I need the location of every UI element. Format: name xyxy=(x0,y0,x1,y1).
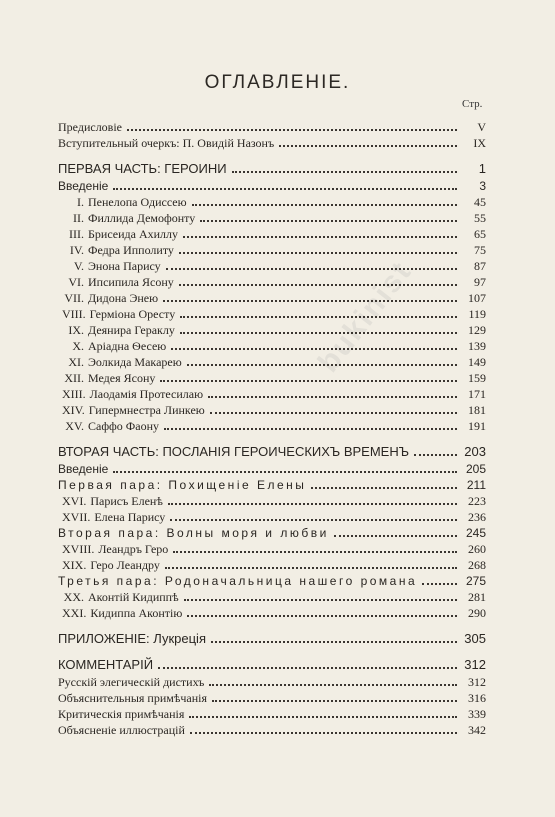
toc-entry xyxy=(58,353,486,369)
toc-entry-label xyxy=(58,243,174,257)
toc-entry-page: 129 xyxy=(468,323,486,337)
toc-entry-number: X. xyxy=(72,339,84,353)
toc-entry-page: 312 xyxy=(468,675,486,689)
toc-entry-text: Герміона Оресту xyxy=(89,307,176,321)
toc-entry-page: 342 xyxy=(468,723,486,737)
toc-entry-label xyxy=(58,419,159,433)
toc-entry-page: 75 xyxy=(474,243,486,257)
toc-entry-text: Аконтій Кидиппѣ xyxy=(88,590,179,604)
toc-entry-label xyxy=(58,403,205,417)
dot-leader xyxy=(422,582,457,585)
toc-entry-label xyxy=(58,462,108,476)
toc-entry-page: 236 xyxy=(468,510,486,524)
toc-entry-label xyxy=(58,227,178,241)
toc-entry-text: ПРИЛОЖЕНІЕ: Лукреція xyxy=(58,631,206,646)
toc-entry-number: XII. xyxy=(64,371,84,385)
dot-leader xyxy=(180,331,457,334)
toc-entry-label xyxy=(58,574,417,588)
toc-entry-label xyxy=(58,371,155,385)
toc-entry-text: Русскій элегическій дистихъ xyxy=(58,675,205,689)
toc-entry-page: 290 xyxy=(468,606,486,620)
dot-leader xyxy=(170,518,457,521)
toc-entry-page: 275 xyxy=(465,574,486,588)
dot-leader xyxy=(183,235,457,238)
toc-entry xyxy=(58,492,486,508)
toc-entry-page: 149 xyxy=(468,355,486,369)
toc-entry-number: XV. xyxy=(65,419,84,433)
toc-entry-label xyxy=(58,707,184,721)
dot-leader xyxy=(189,715,457,718)
dot-leader xyxy=(279,144,457,147)
dot-leader xyxy=(200,219,457,222)
toc-entry-page: 1 xyxy=(478,161,486,176)
toc-entry xyxy=(58,540,486,556)
toc-entry-label xyxy=(58,606,182,620)
dot-leader xyxy=(212,699,457,702)
toc-entry-number: XIII. xyxy=(62,387,86,401)
toc-entry-page: 203 xyxy=(464,444,486,459)
toc-entry-text: Кидиппа Аконтію xyxy=(90,606,183,620)
dot-leader xyxy=(166,267,457,270)
toc-entry-label xyxy=(58,195,187,209)
toc-entry xyxy=(58,209,486,225)
toc-entry xyxy=(58,225,486,241)
toc-entry-number: XVIII. xyxy=(62,542,95,556)
toc-entry-label xyxy=(58,558,160,572)
toc-entry-text: Дидона Энею xyxy=(88,291,159,305)
toc-entry-text: Третья пара: Родоначальница нашего романа xyxy=(58,574,418,588)
toc-entry-text: Введеніе xyxy=(58,462,109,476)
dot-leader xyxy=(160,379,457,382)
toc-entry-text: Предисловіе xyxy=(58,120,123,134)
toc-entry-number: IV. xyxy=(69,243,84,257)
dot-leader xyxy=(211,640,457,643)
toc-entry-number: XI. xyxy=(68,355,84,369)
toc-entry-text: Пенелопа Одиссею xyxy=(88,195,187,209)
toc-entry-label xyxy=(58,307,175,321)
toc-entry-label xyxy=(58,323,175,337)
toc-entry-number: II. xyxy=(73,211,84,225)
dot-leader xyxy=(163,299,457,302)
toc-entry xyxy=(58,289,486,305)
toc-entry-text: Аріадна Ѳесею xyxy=(88,339,167,353)
toc-entry-text: Леандръ Геро xyxy=(98,542,169,556)
toc-entry-text: Лаодамія Протесилаю xyxy=(89,387,204,401)
toc-entry-number: XX. xyxy=(63,590,84,604)
toc-entry-label xyxy=(58,632,206,646)
toc-entry xyxy=(58,460,486,476)
toc-entry-label xyxy=(58,494,163,508)
toc-entry xyxy=(58,705,486,721)
toc-entry-text: Филлида Демофонту xyxy=(88,211,196,225)
toc-entry-page: 171 xyxy=(468,387,486,401)
toc-entry-number: XIX. xyxy=(62,558,87,572)
toc-entry-page: 65 xyxy=(474,227,486,241)
toc-entry-label xyxy=(58,291,158,305)
toc-entry-text: Федра Ипполиту xyxy=(88,243,174,257)
toc-entry-label xyxy=(58,162,227,176)
toc-entry-label xyxy=(58,658,153,672)
toc-entry-label xyxy=(58,179,108,193)
page-column-label: Стр. xyxy=(462,98,483,110)
toc-entry-text: КОММЕНТАРІЙ xyxy=(58,657,154,672)
toc-entry-number: XVI. xyxy=(62,494,87,508)
toc-entry-text: ПЕРВАЯ ЧАСТЬ: ГЕРОИНИ xyxy=(58,161,227,176)
toc-entry xyxy=(58,385,486,401)
toc-entry xyxy=(58,160,486,176)
toc-entry-page: 159 xyxy=(468,371,486,385)
dot-leader xyxy=(179,283,457,286)
toc-entry xyxy=(58,273,486,289)
toc-entry xyxy=(58,193,486,209)
dot-leader xyxy=(209,683,457,686)
dot-leader xyxy=(187,363,457,366)
toc-entry-number: XIV. xyxy=(62,403,85,417)
dot-leader xyxy=(334,534,457,537)
toc-entry-text: Эолкида Макарею xyxy=(88,355,182,369)
toc-entry xyxy=(58,241,486,257)
dot-leader xyxy=(232,170,457,173)
toc-entry xyxy=(58,305,486,321)
toc-entry-text: Ипсипила Ясону xyxy=(88,275,174,289)
toc-entry-page: 339 xyxy=(468,707,486,721)
toc-entry xyxy=(58,572,486,588)
toc-entry-number: V. xyxy=(73,259,84,273)
toc-entry-text: ВТОРАЯ ЧАСТЬ: ПОСЛАНІЯ ГЕРОИЧЕСКИХЪ ВРЕМЕНЪ xyxy=(58,444,410,459)
toc-entry-page: 139 xyxy=(468,339,486,353)
toc-entry-page: 205 xyxy=(465,462,486,476)
dot-leader xyxy=(168,502,457,505)
toc-entry-number: IX. xyxy=(68,323,84,337)
toc-entry-page: 45 xyxy=(474,195,486,209)
toc-entry-page: 312 xyxy=(464,657,486,672)
toc-entry-label xyxy=(58,211,195,225)
toc-entry-label xyxy=(58,339,166,353)
toc-entry-label xyxy=(58,445,409,459)
toc-entry-label xyxy=(58,675,204,689)
toc-entry-page: 260 xyxy=(468,542,486,556)
toc-entry-number: III. xyxy=(69,227,84,241)
toc-entry-page: 281 xyxy=(468,590,486,604)
toc-entry-label xyxy=(58,136,274,150)
toc-entry-text: Вступительный очеркъ: П. Овидій Назонъ xyxy=(58,136,275,150)
dot-leader xyxy=(192,203,457,206)
dot-leader xyxy=(180,315,457,318)
dot-leader xyxy=(173,550,457,553)
toc-entry-page: IX xyxy=(473,136,486,150)
toc-entry-page: V xyxy=(477,120,486,134)
toc-entry-page: 223 xyxy=(468,494,486,508)
toc-entry-number: VIII. xyxy=(62,307,86,321)
toc-entry-label xyxy=(58,510,165,524)
toc-entry-text: Саффо Фаону xyxy=(88,419,160,433)
toc-entry-number: XXI. xyxy=(62,606,87,620)
toc-entry-text: Брисеида Ахиллу xyxy=(88,227,179,241)
dot-leader xyxy=(190,731,457,734)
dot-leader xyxy=(179,251,457,254)
toc-entry-text: Деянира Гераклу xyxy=(88,323,175,337)
toc-entry xyxy=(58,321,486,337)
toc-entry-text: Введеніе xyxy=(58,179,109,193)
toc-entry-label xyxy=(58,478,306,492)
dot-leader xyxy=(187,614,457,617)
toc-entry-text: Объяснительныя примѣчанія xyxy=(58,691,207,705)
toc-entry-page: 3 xyxy=(479,179,486,193)
toc-entry xyxy=(58,337,486,353)
toc-entry-number: XVII. xyxy=(62,510,91,524)
toc-entry-page: 107 xyxy=(468,291,486,305)
toc-entry xyxy=(58,118,486,134)
toc-entry xyxy=(58,257,486,273)
toc-entry-label xyxy=(58,120,122,134)
toc-entry-page: 97 xyxy=(474,275,486,289)
toc-entry xyxy=(58,721,486,737)
dot-leader xyxy=(414,453,457,456)
toc-entry-page: 87 xyxy=(474,259,486,273)
dot-leader xyxy=(158,666,457,669)
toc-entry-number: VII. xyxy=(64,291,84,305)
toc-entry-label xyxy=(58,355,182,369)
toc-entry-page: 211 xyxy=(466,478,486,492)
toc-entry-label xyxy=(58,590,179,604)
toc-entry-page: 245 xyxy=(465,526,486,540)
toc-entry xyxy=(58,604,486,620)
dot-leader xyxy=(165,566,457,569)
toc-entry-label xyxy=(58,387,203,401)
toc-entry-page: 316 xyxy=(468,691,486,705)
toc-entry xyxy=(58,588,486,604)
toc-entry xyxy=(58,177,486,193)
toc-entry-label xyxy=(58,542,168,556)
dot-leader xyxy=(113,187,457,190)
toc-entry xyxy=(58,134,486,150)
toc-entry-number: I. xyxy=(77,195,84,209)
toc-entry-text: Объясненіе иллюстрацій xyxy=(58,723,185,737)
toc-entry-text: Вторая пара: Волны моря и любви xyxy=(58,526,329,540)
toc-entry-number: VI. xyxy=(68,275,84,289)
toc-entry-text: Елена Парису xyxy=(94,510,166,524)
toc-entry-text: Первая пара: Похищеніе Елены xyxy=(58,478,307,492)
toc-entry xyxy=(58,689,486,705)
toc-entry xyxy=(58,476,486,492)
toc-entry-label xyxy=(58,723,185,737)
toc-entry-page: 305 xyxy=(464,631,486,646)
toc-entry-text: Критическія примѣчанія xyxy=(58,707,185,721)
toc-entry xyxy=(58,417,486,433)
page-title: ОГЛАВЛЕНІЕ. xyxy=(204,72,351,93)
toc-entry-text: Геро Леандру xyxy=(90,558,160,572)
dot-leader xyxy=(171,347,457,350)
toc-entry-page: 191 xyxy=(468,419,486,433)
dot-leader xyxy=(311,486,457,489)
toc-entry xyxy=(58,443,486,459)
toc-entry xyxy=(58,630,486,646)
dot-leader xyxy=(127,128,457,131)
toc-entry-text: Медея Ясону xyxy=(88,371,156,385)
toc-entry xyxy=(58,524,486,540)
dot-leader xyxy=(208,395,457,398)
dot-leader xyxy=(210,411,457,414)
toc-entry xyxy=(58,401,486,417)
toc-entry-text: Парисъ Еленѣ xyxy=(90,494,163,508)
watermark: bukinist xyxy=(311,254,419,379)
toc-entry xyxy=(58,656,486,672)
toc-entry-page: 119 xyxy=(468,307,486,321)
toc-entry-text: Гипермнестра Линкею xyxy=(88,403,205,417)
toc-entry xyxy=(58,369,486,385)
dot-leader xyxy=(113,470,457,473)
toc-entry-label xyxy=(58,526,329,540)
toc-entry-page: 55 xyxy=(474,211,486,225)
toc-entry-label xyxy=(58,275,174,289)
toc-entry-label xyxy=(58,259,161,273)
toc-entry-text: Энона Парису xyxy=(88,259,161,273)
toc-entry xyxy=(58,673,486,689)
dot-leader xyxy=(184,598,457,601)
toc-entry xyxy=(58,508,486,524)
toc-entry-page: 268 xyxy=(468,558,486,572)
toc-entry-label xyxy=(58,691,207,705)
dot-leader xyxy=(164,427,457,430)
toc-entry xyxy=(58,556,486,572)
toc-entry-page: 181 xyxy=(468,403,486,417)
